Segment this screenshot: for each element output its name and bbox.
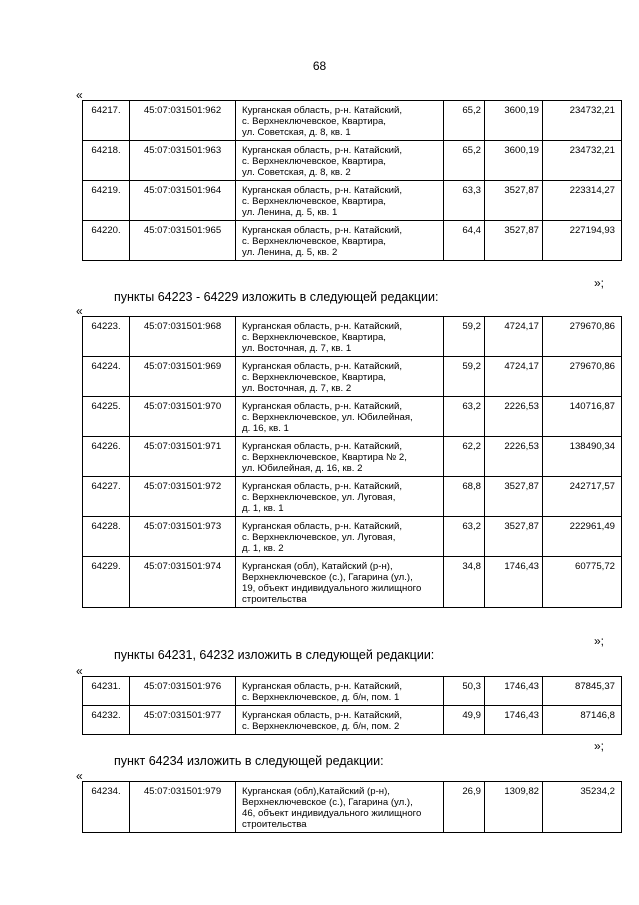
area-cell: 65,2 bbox=[444, 141, 485, 181]
address-line: Курганская область, р-н. Катайский, bbox=[242, 321, 403, 332]
record-number-cell: 64217. bbox=[83, 101, 130, 141]
cadastral-number-cell: 45:07:031501:979 bbox=[130, 782, 236, 833]
address-line: Курганская область, р-н. Катайский, bbox=[242, 521, 403, 532]
address-line: Курганская область, р-н. Катайский, bbox=[242, 481, 403, 492]
section-intro: пункт 64234 изложить в следующей редакции: bbox=[114, 754, 384, 768]
area-cell: 63,3 bbox=[444, 181, 485, 221]
address-line: с. Верхнеключевское, д. б/н, пом. 1 bbox=[242, 692, 400, 703]
address-cell bbox=[236, 557, 444, 608]
record-number-cell: 64223. bbox=[83, 317, 130, 357]
record-number-cell: 64218. bbox=[83, 141, 130, 181]
area-cell: 63,2 bbox=[444, 517, 485, 557]
cadastral-value-cell: 87146,8 bbox=[543, 706, 622, 735]
address-line: с. Верхнеключевское, Квартира, bbox=[242, 372, 386, 383]
address-cell bbox=[236, 101, 444, 141]
specific-value-cell: 3600,19 bbox=[485, 101, 543, 141]
address-line: ул. Восточная, д. 7, кв. 1 bbox=[242, 343, 352, 354]
table-row bbox=[83, 437, 622, 477]
address-line: Курганская область, р-н. Катайский, bbox=[242, 145, 403, 156]
table-row bbox=[83, 677, 622, 706]
address-line: ул. Восточная, д. 7, кв. 2 bbox=[242, 383, 352, 394]
cadastral-value-cell: 279670,86 bbox=[543, 357, 622, 397]
specific-value-cell: 3527,87 bbox=[485, 517, 543, 557]
open-quote: « bbox=[76, 304, 83, 318]
specific-value-cell: 1746,43 bbox=[485, 677, 543, 706]
address-line: с. Верхнеключевское, Квартира, bbox=[242, 156, 386, 167]
address-line: Курганская (обл), Катайский (р-н), bbox=[242, 561, 393, 572]
cadastral-number-cell: 45:07:031501:964 bbox=[130, 181, 236, 221]
address-line: Курганская область, р-н. Катайский, bbox=[242, 710, 403, 721]
address-line: д. 1, кв. 2 bbox=[242, 543, 284, 554]
specific-value-cell: 2226,53 bbox=[485, 437, 543, 477]
address-line: Верхнеключевское (с.), Гагарина (ул.), bbox=[242, 572, 413, 583]
cadastral-number-cell: 45:07:031501:976 bbox=[130, 677, 236, 706]
cadastral-number-cell: 45:07:031501:969 bbox=[130, 357, 236, 397]
area-cell: 59,2 bbox=[444, 357, 485, 397]
cadastral-number-cell: 45:07:031501:972 bbox=[130, 477, 236, 517]
address-cell bbox=[236, 677, 444, 706]
cadastral-value-cell: 234732,21 bbox=[543, 141, 622, 181]
section-intro: пункты 64231, 64232 изложить в следующей редакции: bbox=[114, 648, 435, 662]
area-cell: 34,8 bbox=[444, 557, 485, 608]
record-number-cell: 64228. bbox=[83, 517, 130, 557]
area-cell: 64,4 bbox=[444, 221, 485, 261]
area-cell: 50,3 bbox=[444, 677, 485, 706]
address-line: Курганская (обл),Катайский (р-н), bbox=[242, 786, 390, 797]
table-row bbox=[83, 477, 622, 517]
area-cell: 49,9 bbox=[444, 706, 485, 735]
table-row bbox=[83, 557, 622, 608]
specific-value-cell: 3600,19 bbox=[485, 141, 543, 181]
cadastral-value-cell: 222961,49 bbox=[543, 517, 622, 557]
table-row bbox=[83, 101, 622, 141]
registry-table bbox=[82, 781, 622, 833]
address-line: Курганская область, р-н. Катайский, bbox=[242, 401, 403, 412]
cadastral-value-cell: 87845,37 bbox=[543, 677, 622, 706]
area-cell: 62,2 bbox=[444, 437, 485, 477]
registry-table bbox=[82, 676, 622, 735]
cadastral-number-cell: 45:07:031501:971 bbox=[130, 437, 236, 477]
close-quote: »; bbox=[594, 634, 605, 648]
table-row bbox=[83, 141, 622, 181]
cadastral-number-cell: 45:07:031501:974 bbox=[130, 557, 236, 608]
address-line: Курганская область, р-н. Катайский, bbox=[242, 225, 403, 236]
address-line: с. Верхнеключевское, Квартира, bbox=[242, 332, 386, 343]
address-line: ул. Юбилейная, д. 16, кв. 2 bbox=[242, 463, 363, 474]
address-line: строительства bbox=[242, 819, 307, 830]
address-cell bbox=[236, 141, 444, 181]
specific-value-cell: 3527,87 bbox=[485, 181, 543, 221]
record-number-cell: 64227. bbox=[83, 477, 130, 517]
address-line: Курганская область, р-н. Катайский, bbox=[242, 185, 403, 196]
record-number-cell: 64220. bbox=[83, 221, 130, 261]
address-cell bbox=[236, 221, 444, 261]
record-number-cell: 64234. bbox=[83, 782, 130, 833]
address-line: ул. Советская, д. 8, кв. 2 bbox=[242, 167, 351, 178]
close-quote: »; bbox=[594, 276, 605, 290]
table-row bbox=[83, 357, 622, 397]
address-line: с. Верхнеключевское, Квартира, bbox=[242, 196, 386, 207]
address-line: с. Верхнеключевское, ул. Луговая, bbox=[242, 532, 396, 543]
record-number-cell: 64224. bbox=[83, 357, 130, 397]
cadastral-value-cell: 242717,57 bbox=[543, 477, 622, 517]
close-quote: »; bbox=[594, 739, 605, 753]
registry-table bbox=[82, 316, 622, 608]
address-line: ул. Ленина, д. 5, кв. 1 bbox=[242, 207, 338, 218]
address-line: ул. Советская, д. 8, кв. 1 bbox=[242, 127, 351, 138]
address-line: Курганская область, р-н. Катайский, bbox=[242, 681, 403, 692]
record-number-cell: 64226. bbox=[83, 437, 130, 477]
address-cell bbox=[236, 317, 444, 357]
specific-value-cell: 2226,53 bbox=[485, 397, 543, 437]
address-line: д. 16, кв. 1 bbox=[242, 423, 289, 434]
cadastral-number-cell: 45:07:031501:968 bbox=[130, 317, 236, 357]
address-cell bbox=[236, 517, 444, 557]
address-line: с. Верхнеключевское, ул. Юбилейная, bbox=[242, 412, 413, 423]
section-intro: пункты 64223 - 64229 изложить в следующей редакции: bbox=[114, 290, 439, 304]
record-number-cell: 64232. bbox=[83, 706, 130, 735]
address-cell bbox=[236, 782, 444, 833]
specific-value-cell: 4724,17 bbox=[485, 357, 543, 397]
record-number-cell: 64219. bbox=[83, 181, 130, 221]
address-line: с. Верхнеключевское, Квартира, bbox=[242, 236, 386, 247]
address-cell bbox=[236, 357, 444, 397]
specific-value-cell: 1746,43 bbox=[485, 706, 543, 735]
record-number-cell: 64229. bbox=[83, 557, 130, 608]
table-row bbox=[83, 181, 622, 221]
address-line: д. 1, кв. 1 bbox=[242, 503, 284, 514]
area-cell: 59,2 bbox=[444, 317, 485, 357]
cadastral-value-cell: 227194,93 bbox=[543, 221, 622, 261]
table-row bbox=[83, 221, 622, 261]
address-cell bbox=[236, 477, 444, 517]
cadastral-number-cell: 45:07:031501:977 bbox=[130, 706, 236, 735]
address-line: Курганская область, р-н. Катайский, bbox=[242, 105, 403, 116]
table-row bbox=[83, 517, 622, 557]
cadastral-number-cell: 45:07:031501:963 bbox=[130, 141, 236, 181]
address-line: Курганская область, р-н. Катайский, bbox=[242, 361, 403, 372]
address-line: 46, объект индивидуального жилищного bbox=[242, 808, 422, 819]
address-line: 19, объект индивидуального жилищного bbox=[242, 583, 422, 594]
address-line: с. Верхнеключевское, д. б/н, пом. 2 bbox=[242, 721, 400, 732]
cadastral-value-cell: 279670,86 bbox=[543, 317, 622, 357]
cadastral-number-cell: 45:07:031501:970 bbox=[130, 397, 236, 437]
address-line: строительства bbox=[242, 594, 307, 605]
specific-value-cell: 3527,87 bbox=[485, 477, 543, 517]
table-row bbox=[83, 782, 622, 833]
page-number: 68 bbox=[312, 59, 327, 73]
address-cell bbox=[236, 437, 444, 477]
cadastral-value-cell: 60775,72 bbox=[543, 557, 622, 608]
record-number-cell: 64225. bbox=[83, 397, 130, 437]
cadastral-value-cell: 140716,87 bbox=[543, 397, 622, 437]
address-cell bbox=[236, 397, 444, 437]
area-cell: 63,2 bbox=[444, 397, 485, 437]
address-line: с. Верхнеключевское, ул. Луговая, bbox=[242, 492, 396, 503]
address-line: Курганская область, р-н. Катайский, bbox=[242, 441, 403, 452]
address-cell bbox=[236, 706, 444, 735]
address-line: Верхнеключевское (с.), Гагарина (ул.), bbox=[242, 797, 413, 808]
cadastral-value-cell: 138490,34 bbox=[543, 437, 622, 477]
address-cell bbox=[236, 181, 444, 221]
specific-value-cell: 3527,87 bbox=[485, 221, 543, 261]
area-cell: 26,9 bbox=[444, 782, 485, 833]
area-cell: 68,8 bbox=[444, 477, 485, 517]
address-line: с. Верхнеключевское, Квартира № 2, bbox=[242, 452, 407, 463]
open-quote: « bbox=[76, 88, 83, 102]
cadastral-number-cell: 45:07:031501:973 bbox=[130, 517, 236, 557]
table-row bbox=[83, 706, 622, 735]
specific-value-cell: 4724,17 bbox=[485, 317, 543, 357]
cadastral-value-cell: 35234,2 bbox=[543, 782, 622, 833]
area-cell: 65,2 bbox=[444, 101, 485, 141]
table-row bbox=[83, 397, 622, 437]
record-number-cell: 64231. bbox=[83, 677, 130, 706]
specific-value-cell: 1746,43 bbox=[485, 557, 543, 608]
cadastral-number-cell: 45:07:031501:962 bbox=[130, 101, 236, 141]
open-quote: « bbox=[76, 664, 83, 678]
table-row bbox=[83, 317, 622, 357]
address-line: ул. Ленина, д. 5, кв. 2 bbox=[242, 247, 338, 258]
address-line: с. Верхнеключевское, Квартира, bbox=[242, 116, 386, 127]
registry-table bbox=[82, 100, 622, 261]
open-quote: « bbox=[76, 769, 83, 783]
cadastral-number-cell: 45:07:031501:965 bbox=[130, 221, 236, 261]
cadastral-value-cell: 223314,27 bbox=[543, 181, 622, 221]
cadastral-value-cell: 234732,21 bbox=[543, 101, 622, 141]
specific-value-cell: 1309,82 bbox=[485, 782, 543, 833]
